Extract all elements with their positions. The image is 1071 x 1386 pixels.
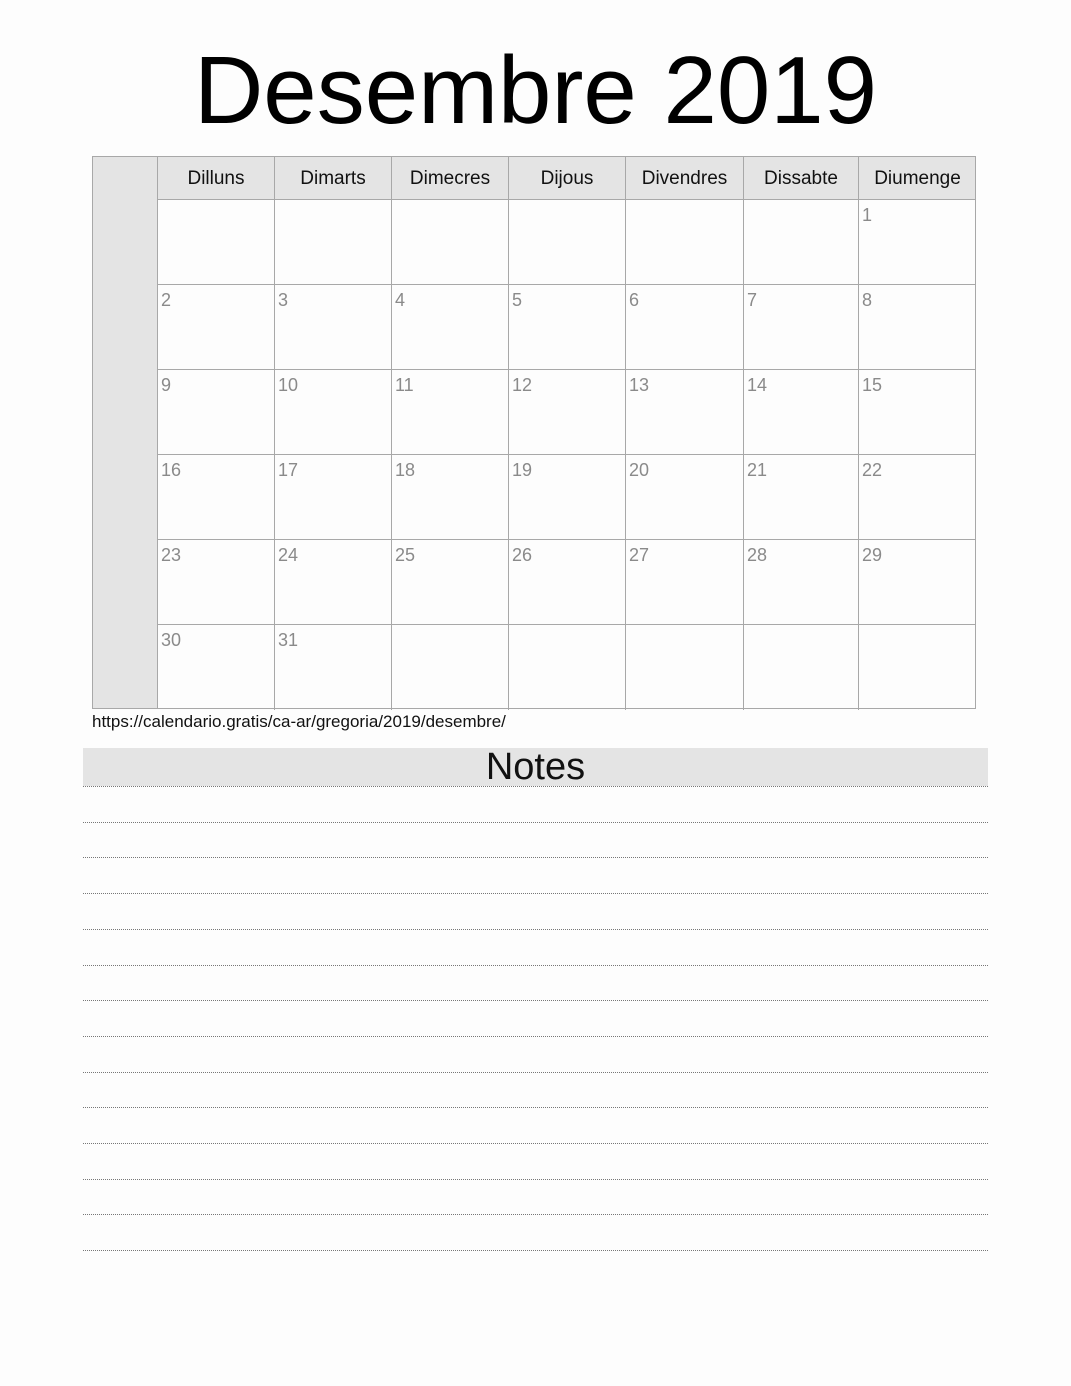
day-cell[interactable] (275, 625, 392, 710)
source-url: https://calendario.gratis/ca-ar/gregoria/2019/desembre/ (92, 712, 506, 731)
day-number: 19 (512, 460, 533, 480)
day-number: 23 (161, 545, 182, 565)
day-cell[interactable] (509, 625, 626, 710)
day-cell[interactable] (744, 370, 859, 455)
day-number: 2 (161, 290, 172, 310)
day-cell[interactable] (392, 455, 509, 540)
day-cell[interactable] (392, 285, 509, 370)
day-cell[interactable] (158, 455, 275, 540)
note-line[interactable] (83, 1179, 988, 1180)
day-cell[interactable] (626, 370, 744, 455)
day-number: 16 (161, 460, 182, 480)
day-number: 8 (862, 290, 873, 310)
day-number: 20 (629, 460, 650, 480)
day-number: 24 (278, 545, 299, 565)
note-line[interactable] (83, 893, 988, 894)
day-cell[interactable] (626, 285, 744, 370)
day-number: 4 (395, 290, 406, 310)
day-number: 21 (747, 460, 768, 480)
calendar-grid (92, 156, 976, 709)
day-number: 27 (629, 545, 650, 565)
day-cell[interactable] (859, 200, 976, 285)
day-number: 31 (278, 630, 299, 650)
note-line[interactable] (83, 857, 988, 858)
day-cell[interactable] (859, 455, 976, 540)
day-cell[interactable] (275, 200, 392, 285)
day-cell[interactable] (626, 625, 744, 710)
day-number: 22 (862, 460, 883, 480)
weekday-header: Dijous (509, 157, 626, 199)
page-title: Desembre 2019 (193, 37, 878, 144)
notes-header (83, 748, 988, 786)
day-cell[interactable] (859, 285, 976, 370)
day-cell[interactable] (744, 540, 859, 625)
note-line[interactable] (83, 965, 988, 966)
day-cell[interactable] (859, 370, 976, 455)
weekday-header-row (158, 157, 975, 200)
note-line[interactable] (83, 1250, 988, 1251)
day-cell[interactable] (392, 370, 509, 455)
day-cell[interactable] (744, 200, 859, 285)
day-number: 17 (278, 460, 299, 480)
note-line[interactable] (83, 786, 988, 787)
day-cell[interactable] (626, 200, 744, 285)
day-number: 30 (161, 630, 182, 650)
day-number: 5 (512, 290, 523, 310)
day-number: 6 (629, 290, 640, 310)
day-cell[interactable] (158, 200, 275, 285)
day-cell[interactable] (626, 540, 744, 625)
day-cell[interactable] (509, 455, 626, 540)
day-cell[interactable] (509, 370, 626, 455)
day-cell[interactable] (744, 455, 859, 540)
day-number: 12 (512, 375, 533, 395)
day-cell[interactable] (392, 200, 509, 285)
note-line[interactable] (83, 1214, 988, 1215)
day-cell[interactable] (158, 285, 275, 370)
day-cell[interactable] (744, 285, 859, 370)
weekday-header: Dimecres (392, 157, 509, 199)
day-number: 15 (862, 375, 883, 395)
day-cell[interactable] (275, 540, 392, 625)
day-number: 7 (747, 290, 758, 310)
day-number: 28 (747, 545, 768, 565)
day-number: 1 (862, 205, 873, 225)
day-number: 13 (629, 375, 650, 395)
note-line[interactable] (83, 1107, 988, 1108)
day-cell[interactable] (392, 540, 509, 625)
day-number: 29 (862, 545, 883, 565)
day-cell[interactable] (509, 285, 626, 370)
day-number: 25 (395, 545, 416, 565)
day-number: 10 (278, 375, 299, 395)
day-cell[interactable] (509, 200, 626, 285)
day-number: 9 (161, 375, 172, 395)
note-line[interactable] (83, 1072, 988, 1073)
weekday-header: Dissabte (744, 157, 859, 199)
day-cell[interactable] (626, 455, 744, 540)
day-cell[interactable] (509, 540, 626, 625)
notes-title: Notes (485, 746, 586, 788)
day-cell[interactable] (744, 625, 859, 710)
day-cell[interactable] (158, 370, 275, 455)
day-number: 11 (395, 375, 414, 395)
note-line[interactable] (83, 1036, 988, 1037)
day-cell[interactable] (158, 625, 275, 710)
weekday-header: Dilluns (158, 157, 275, 199)
day-number: 26 (512, 545, 533, 565)
note-line[interactable] (83, 822, 988, 823)
day-number: 3 (278, 290, 289, 310)
day-cell[interactable] (275, 455, 392, 540)
note-line[interactable] (83, 929, 988, 930)
weekday-header: Dimarts (275, 157, 392, 199)
day-cell[interactable] (859, 625, 976, 710)
day-cell[interactable] (859, 540, 976, 625)
note-line[interactable] (83, 1000, 988, 1001)
day-cell[interactable] (158, 540, 275, 625)
weekday-header: Divendres (626, 157, 744, 199)
day-number: 18 (395, 460, 416, 480)
day-cell[interactable] (392, 625, 509, 710)
day-cell[interactable] (275, 285, 392, 370)
note-line[interactable] (83, 1143, 988, 1144)
week-sidebar (93, 157, 158, 708)
day-number: 14 (747, 375, 768, 395)
weekday-header: Diumenge (874, 168, 961, 189)
day-cell[interactable] (275, 370, 392, 455)
